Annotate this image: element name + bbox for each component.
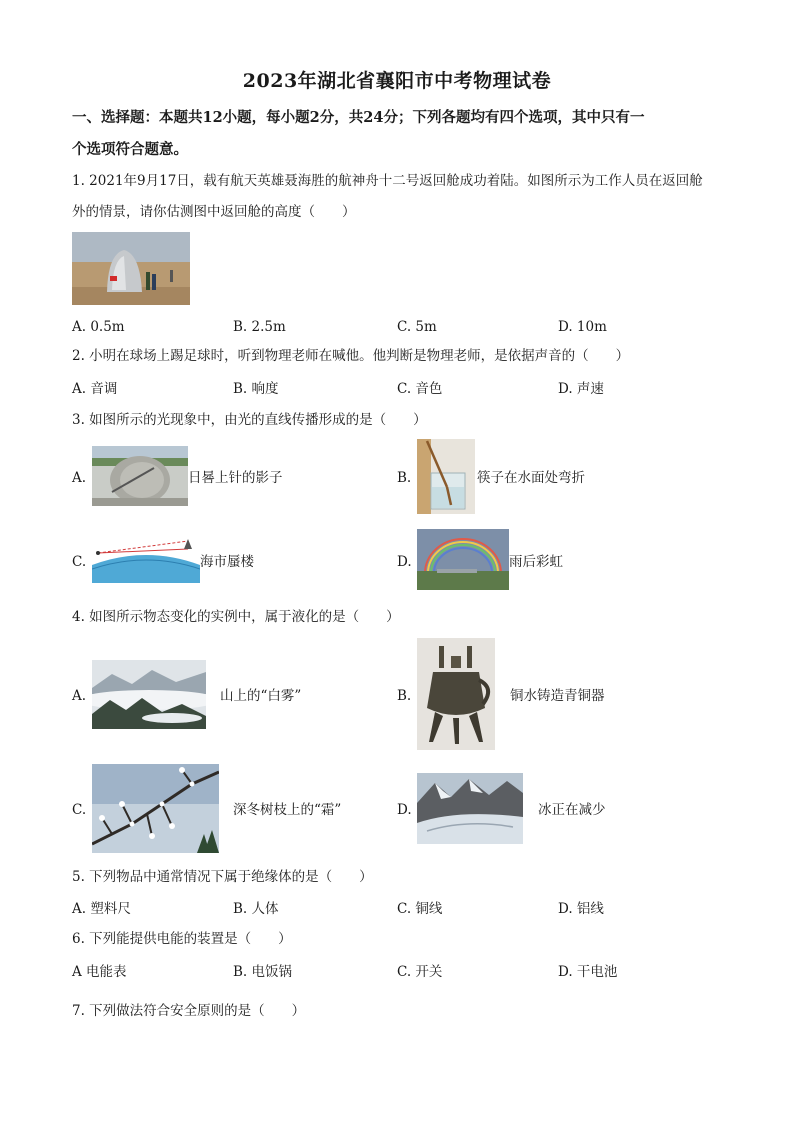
return-capsule-image bbox=[72, 232, 190, 305]
q3-caption-c: 海市蜃楼 bbox=[200, 554, 254, 570]
q1-option-a[interactable]: A. 0.5m bbox=[72, 319, 125, 335]
sundial-image bbox=[92, 446, 188, 506]
q1-option-d[interactable]: D. 10m bbox=[558, 319, 607, 335]
q5-option-b[interactable]: B. 人体 bbox=[233, 901, 279, 917]
question-1-line1: 1. 2021年9月17日，载有航天英雄聂海胜的航神舟十二号返回舱成功着陆。如图所示为工作人员在返回舱 bbox=[72, 173, 703, 189]
q5-option-a[interactable]: A. 塑料尺 bbox=[72, 901, 131, 917]
q2-option-c[interactable]: C. 音色 bbox=[397, 381, 443, 397]
q3-label-c[interactable]: C. bbox=[72, 554, 87, 570]
question-4: 4. 如图所示物态变化的实例中，属于液化的是（ ） bbox=[72, 609, 400, 625]
glacier-image bbox=[417, 773, 523, 844]
mirage-diagram-image bbox=[92, 535, 200, 583]
q2-option-a[interactable]: A. 音调 bbox=[72, 381, 118, 397]
q4-caption-b: 铜水铸造青铜器 bbox=[510, 688, 605, 704]
question-5: 5. 下列物品中通常情况下属于绝缘体的是（ ） bbox=[72, 869, 373, 885]
q1-option-c[interactable]: C. 5m bbox=[397, 319, 437, 335]
question-1-line2: 外的情景，请你估测图中返回舱的高度（ ） bbox=[72, 204, 356, 220]
q3-label-a[interactable]: A. bbox=[72, 470, 87, 486]
q4-label-a[interactable]: A. bbox=[72, 688, 87, 704]
q4-label-d[interactable]: D. bbox=[397, 802, 412, 818]
rainbow-image bbox=[417, 529, 509, 590]
q4-label-b[interactable]: B. bbox=[397, 688, 412, 704]
section-heading-line1: 一、选择题：本题共12小题，每小题2分，共24分；下列各题均有四个选项，其中只有一 bbox=[72, 109, 645, 126]
question-3: 3. 如图所示的光现象中，由光的直线传播形成的是（ ） bbox=[72, 412, 427, 428]
q4-caption-c: 深冬树枝上的“霜” bbox=[233, 802, 342, 818]
q2-option-b[interactable]: B. 响度 bbox=[233, 381, 279, 397]
question-6: 6. 下列能提供电能的装置是（ ） bbox=[72, 931, 292, 947]
q6-option-c[interactable]: C. 开关 bbox=[397, 964, 443, 980]
section-heading-line2: 个选项符合题意。 bbox=[72, 141, 188, 158]
q5-option-c[interactable]: C. 铜线 bbox=[397, 901, 443, 917]
q3-caption-d: 雨后彩虹 bbox=[509, 554, 563, 570]
q2-option-d[interactable]: D. 声速 bbox=[558, 381, 604, 397]
frost-branches-image bbox=[92, 764, 219, 853]
question-7: 7. 下列做法符合安全原则的是（ ） bbox=[72, 1003, 306, 1019]
q5-option-d[interactable]: D. 铝线 bbox=[558, 901, 604, 917]
q3-caption-a: 日晷上针的影子 bbox=[188, 470, 283, 486]
chopstick-in-water-image bbox=[417, 439, 475, 514]
q3-caption-b: 筷子在水面处弯折 bbox=[477, 470, 585, 486]
q3-label-d[interactable]: D. bbox=[397, 554, 412, 570]
page-title: 2023年湖北省襄阳市中考物理试卷 bbox=[242, 70, 552, 92]
bronze-vessel-image bbox=[417, 638, 495, 750]
q1-option-b[interactable]: B. 2.5m bbox=[233, 319, 286, 335]
q6-option-d[interactable]: D. 干电池 bbox=[558, 964, 618, 980]
q4-label-c[interactable]: C. bbox=[72, 802, 87, 818]
q4-caption-a: 山上的“白雾” bbox=[220, 688, 302, 704]
q6-option-a[interactable]: A 电能表 bbox=[72, 964, 127, 980]
q3-label-b[interactable]: B. bbox=[397, 470, 412, 486]
q4-caption-d: 冰正在减少 bbox=[538, 802, 606, 818]
question-2: 2. 小明在球场上踢足球时，听到物理老师在喊他。他判断是物理老师，是依据声音的（ ） bbox=[72, 348, 630, 364]
mountain-fog-image bbox=[92, 660, 206, 729]
q6-option-b[interactable]: B. 电饭锅 bbox=[233, 964, 293, 980]
